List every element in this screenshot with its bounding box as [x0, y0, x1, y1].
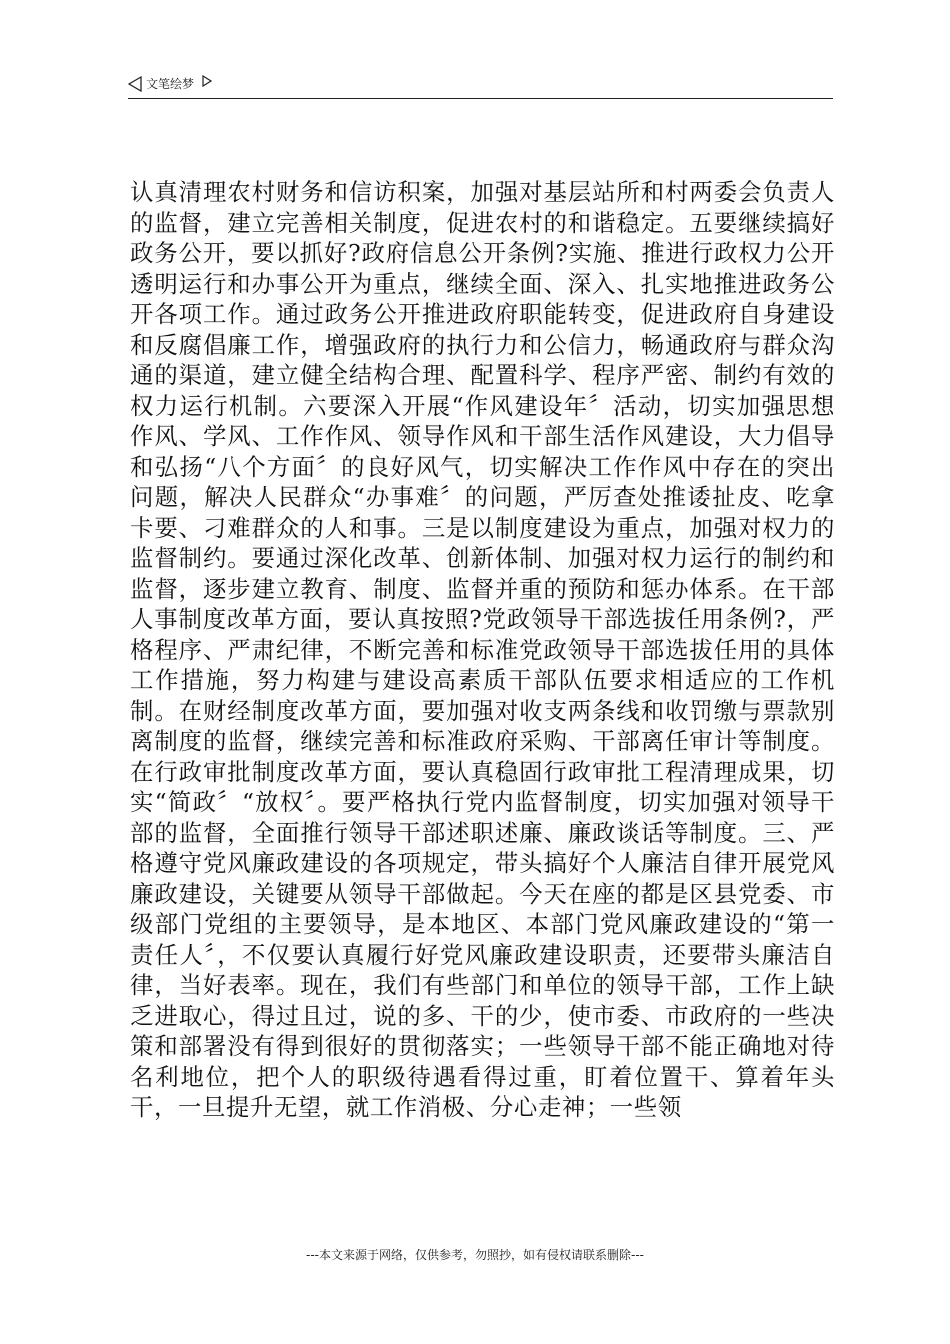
- triangle-left-icon: [128, 76, 142, 92]
- header-brand-text: 文笔绘梦: [146, 77, 195, 91]
- page-header: [128, 76, 833, 99]
- document-body-text: 认真清理农村财务和信访积案，加强对基层站所和村两委会负责人的监督，建立完善相关制度，促进农村的和谐稳定。五要继续搞好政务公开，要以抓好?政府信息公开条例?实施、推进行政权力公开透明运行和办事公开为重点，继续全面、深入、扎实地推进政务公开各项工作。通过政务公开推进政府职能转变，促进政府自身建设和反腐倡廉工作，增强政府的执行力和公信力，畅通政府与群众沟通的渠道，建立健全结构合理、配置科学、程序严密、制约有效的权力运行机制。六要深入开展“作风建设年〞活动，切实加强思想作风、学风、工作作风、领导作风和干部生活作风建设，大力倡导和弘扬“八个方面〞的良好风气，切实解决工作作风中存在的突出问题，解决人民群众“办事难〞的问题，严厉查处推诿扯皮、吃拿卡要、刁难群众的人和事。三是以制度建设为重点，加强对权力的监督制约。要通过深化改革、创新体制、加强对权力运行的制约和监督，逐步建立教育、制度、监督并重的预防和惩办体系。在干部人事制度改革方面，要认真按照?党政领导干部选拔任用条例?，严格程序、严肃纪律，不断完善和标准党政领导干部选拔任用的具体工作措施，努力构建与建设高素质干部队伍要求相适应的工作机制。在财经制度改革方面，要加强对收支两条线和收罚缴与票款别离制度的监督，继续完善和标准政府采购、干部离任审计等制度。在行政审批制度改革方面，要认真稳固行政审批工程清理成果，切实“简政〞“放权〞。要严格执行党内监督制度，切实加强对领导干部的监督，全面推行领导干部述职述廉、廉政谈话等制度。三、严格遵守党风廉政建设的各项规定，带头搞好个人廉洁自律开展党风廉政建设，关键要从领导干部做起。今天在座的都是区县党委、市级部门党组的主要领导，是本地区、本部门党风廉政建设的“第一责任人〞，不仅要认真履行好党风廉政建设职责，还要带头廉洁自律，当好表率。现在，我们有些部门和单位的领导干部，工作上缺乏进取心，得过且过，说的多、干的少，使市委、市政府的一些决策和部署没有得到很好的贯彻落实；一些领导干部不能正确地对待名利地位，把个人的职级待遇看得过重，盯着位置干、算着年头干，一旦提升无望，就工作消极、分心走神；一些领: [130, 178, 835, 1121]
- footer-notice: ---本文来源于网络，仅供参考，勿照抄，如有侵权请联系删除---: [306, 1248, 644, 1262]
- triangle-right-icon: [202, 75, 212, 87]
- header-brand: [128, 76, 212, 92]
